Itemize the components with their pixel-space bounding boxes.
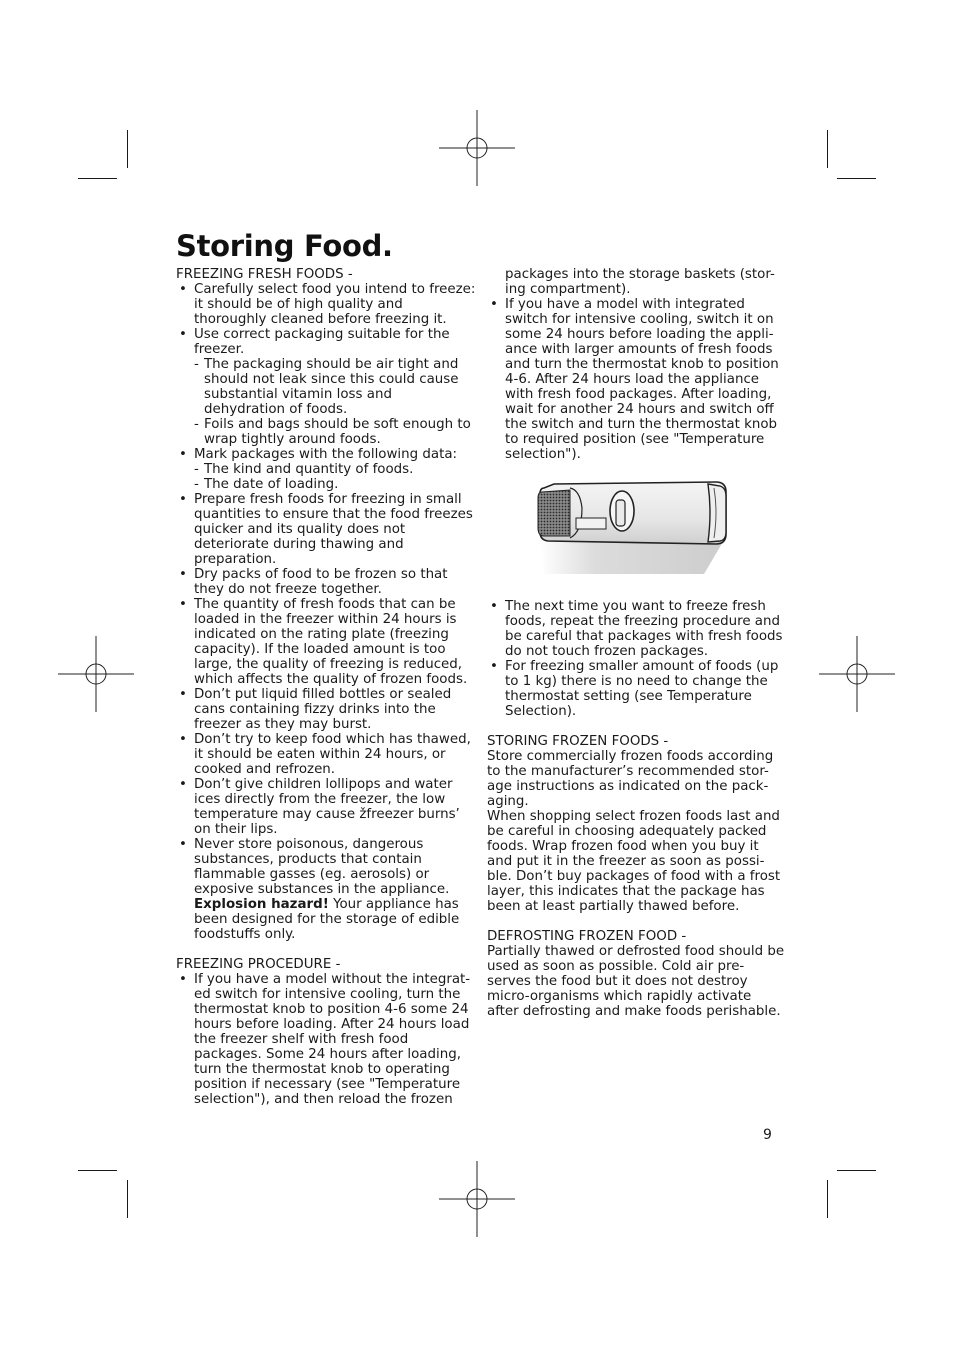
list-item: • Don’t give children lollipops and water ices directly from the freezer, the low temperature may cause žfreezer burns’ on their lips. — [176, 777, 476, 837]
section-heading-defrosting-frozen-food: DEFROSTING FROZEN FOOD - — [487, 929, 687, 944]
thermostat-control-icon — [534, 478, 734, 578]
crop-mark — [78, 178, 117, 179]
sub-item: - The kind and quantity of foods. — [194, 462, 476, 477]
list-item: • The quantity of fresh foods that can be loaded in the freezer within 24 hours is indicated on the rating plate (freezing capacity). If the loaded amount is too large, the quality of freezing is reduced, which affects the quality of frozen foods. — [176, 597, 476, 687]
storing-paragraph: When shopping select frozen foods last and be careful in choosing adequately packed foods. Wrap frozen food when you buy it and put it in the freezer as soon as possi-ble. Don’t buy packages of food with a frost layer, this indicates that the package has been at least partially thawed before. — [487, 809, 781, 914]
list-item: • Prepare fresh foods for freezing in small quantities to ensure that the food freezes quicker and its quality does not deteriorate during thawing and preparation. — [176, 492, 476, 567]
registration-mark-icon — [437, 1159, 517, 1239]
explosion-hazard-warning: Explosion hazard! — [194, 897, 329, 912]
list-item: • Don’t put liquid filled bottles or sealed cans containing fizzy drinks into the freezer as they may burst. — [176, 687, 476, 732]
sub-item: - The date of loading. — [194, 477, 476, 492]
section-heading-freezing-procedure: FREEZING PROCEDURE - — [176, 957, 341, 972]
defrosting-paragraph: Partially thawed or defrosted food should be used as soon as possible. Cold air pre-serves the food but it does not destroy micro-organisms which rapidly activate after defrosting and make foods perishable. — [487, 944, 785, 1019]
list-item: • If you have a model with integrated switch for intensive cooling, switch it on some 24 hours before loading the appli-ance with larger amounts of fresh foods and turn the thermostat knob to position 4-6. After 24 hours load the appliance with fresh food packages. After loading, wait for another 24 hours and switch off the switch and turn the thermostat knob to required position (see "Temperature selection"). — [487, 297, 787, 462]
procedure-list-continued — [487, 297, 787, 462]
left-column — [176, 267, 476, 1107]
list-item: • Carefully select food you intend to freeze: it should be of high quality and thoroughly cleaned before freezing it. — [176, 282, 476, 327]
list-item: • Use correct packaging suitable for the freezer. - The packaging should be air tight and should not leak since this could cause substantial vitamin loss and dehydration of foods. - Foils and bags should be soft enough to wrap tightly around foods. — [176, 327, 476, 447]
crop-mark — [837, 178, 876, 179]
page-title: Storing Food. — [176, 229, 393, 263]
crop-mark — [827, 1180, 828, 1218]
section-heading-storing-frozen-foods: STORING FROZEN FOODS - — [487, 734, 669, 749]
registration-mark-icon — [817, 634, 897, 714]
procedure-list-continued-2 — [487, 599, 787, 719]
list-item: • Dry packs of food to be frozen so that they do not freeze together. — [176, 567, 476, 597]
crop-mark — [827, 130, 828, 168]
crop-mark — [127, 130, 128, 168]
procedure-list — [176, 972, 476, 1107]
right-column — [487, 267, 787, 1019]
list-item: • Mark packages with the following data: - The kind and quantity of foods. - The date of loading. — [176, 447, 476, 492]
fresh-foods-list — [176, 282, 476, 942]
registration-mark-icon — [56, 634, 136, 714]
page-number: 9 — [763, 1127, 772, 1143]
crop-mark — [127, 1180, 128, 1218]
list-item: • For freezing smaller amount of foods (up to 1 kg) there is no need to change the thermostat setting (see Temperature Selection). — [487, 659, 787, 719]
sub-item: - The packaging should be air tight and should not leak since this could cause substantial vitamin loss and dehydration of foods. — [194, 357, 476, 417]
section-heading-freezing-fresh-foods: FREEZING FRESH FOODS - — [176, 267, 353, 282]
list-item: • Don’t try to keep food which has thawed, it should be eaten within 24 hours, or cooked and refrozen. — [176, 732, 476, 777]
procedure-continuation: packages into the storage baskets (stor-ing compartment). — [505, 267, 775, 297]
list-item: • Never store poisonous, dangerous substances, products that contain flammable gasses (eg. aerosols) or exposive substances in the appliance. Explosion hazard! Your appliance has been designed for the storage of edible foodstuffs only. — [176, 837, 476, 942]
storing-paragraph: Store commercially frozen foods according to the manufacturer’s recommended stor-age instructions as indicated on the pack-aging. — [487, 749, 774, 809]
crop-mark — [78, 1170, 117, 1171]
crop-mark — [837, 1170, 876, 1171]
list-item: • The next time you want to freeze fresh foods, repeat the freezing procedure and be careful that packages with fresh foods do not touch frozen packages. — [487, 599, 787, 659]
registration-mark-icon — [437, 108, 517, 188]
list-item: • If you have a model without the integrat-ed switch for intensive cooling, turn the thermostat knob to position 4-6 some 24 hours before loading. After 24 hours load the freezer shelf with fresh food packages. Some 24 hours after loading, turn the thermostat knob to operating position if necessary (see "Temperature selection"), and then reload the frozen — [176, 972, 476, 1107]
sub-item: - Foils and bags should be soft enough to wrap tightly around foods. — [194, 417, 476, 447]
